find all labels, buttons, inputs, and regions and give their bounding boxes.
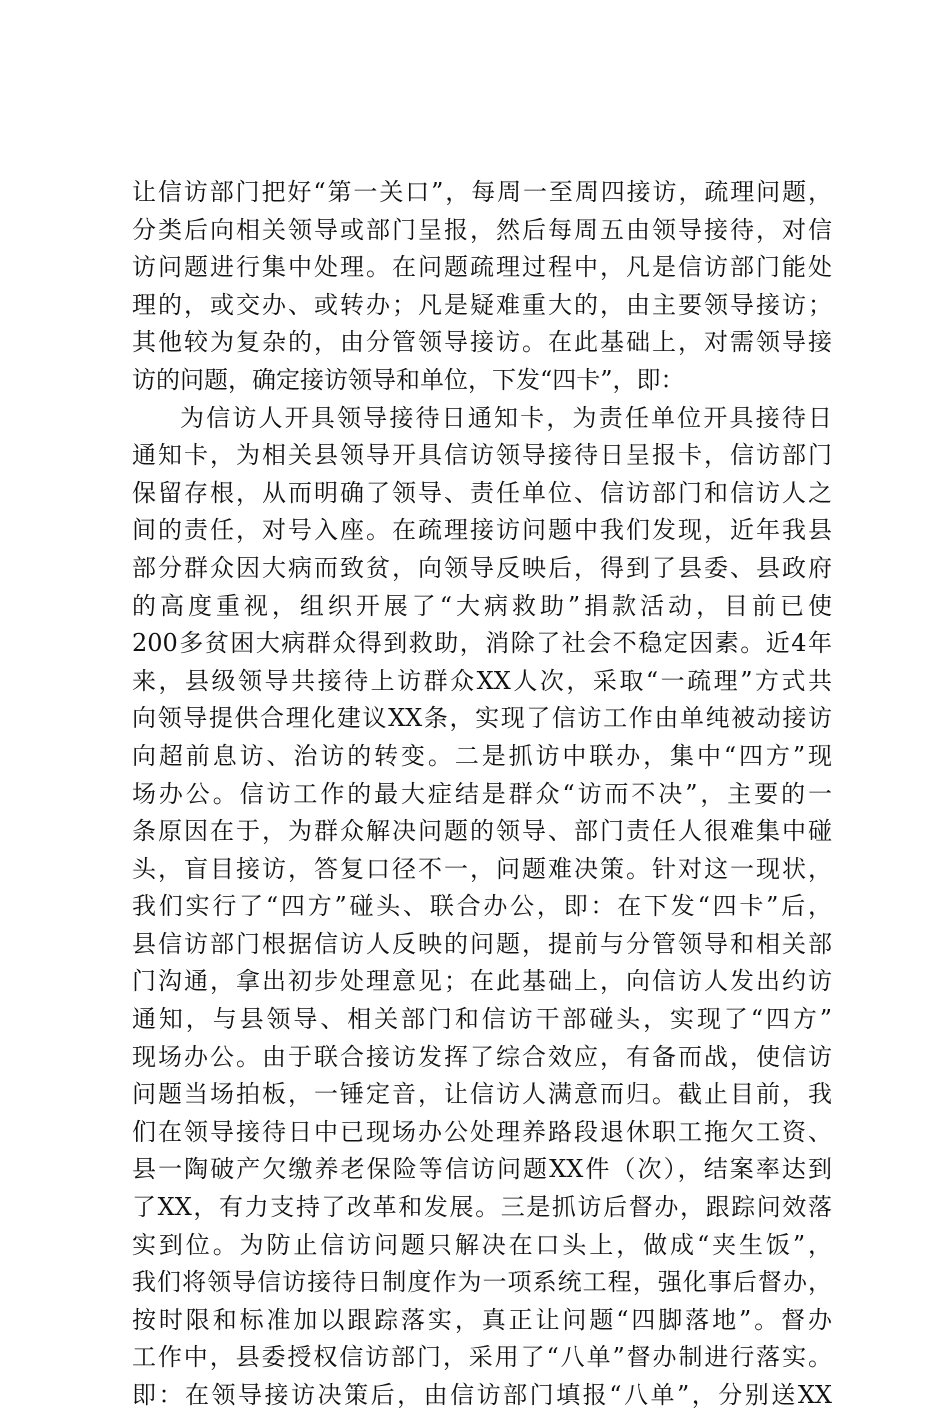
text-line: 我们实行了“四方”碰头、联合办公，即：在下发“四卡”后， <box>132 892 832 921</box>
text-line: 们在领导接待日中已现场办公处理养路段退休职工拖欠工资、 <box>132 1117 832 1146</box>
text-line: 了XX，有力支持了改革和发展。三是抓访后督办，跟踪问效落 <box>132 1193 832 1222</box>
text-line: 向超前息访、治访的转变。二是抓访中联办，集中“四方”现 <box>132 741 832 770</box>
text-line: 200多贫困大病群众得到救助，消除了社会不稳定因素。近4年 <box>132 629 832 658</box>
text-line: 来，县级领导共接待上访群众XX人次，采取“一疏理”方式共 <box>132 666 832 695</box>
text-line: 保留存根，从而明确了领导、责任单位、信访部门和信访人之 <box>132 478 832 507</box>
text-line: 访的问题，确定接访领导和单位，下发“四卡”，即： <box>132 365 685 394</box>
text-line: 县信访部门根据信访人反映的问题，提前与分管领导和相关部 <box>132 929 832 958</box>
text-line: 部分群众因大病而致贫，向领导反映后，得到了县委、县政府 <box>132 553 832 582</box>
text-line: 实到位。为防止信访问题只解决在口头上，做成“夹生饭”， <box>132 1230 832 1259</box>
text-line: 其他较为复杂的，由分管领导接访。在此基础上，对需领导接 <box>132 328 832 357</box>
text-line: 场办公。信访工作的最大症结是群众“访而不决”，主要的一 <box>132 779 832 808</box>
text-line: 间的责任，对号入座。在疏理接访问题中我们发现，近年我县 <box>132 516 832 545</box>
body-text <box>132 174 832 1415</box>
text-line: 我们将领导信访接待日制度作为一项系统工程，强化事后督办， <box>132 1268 832 1297</box>
text-line: 工作中，县委授权信访部门，采用了“八单”督办制进行落实。 <box>132 1343 832 1372</box>
text-line: 让信访部门把好“第一关口”，每周一至周四接访，疏理问题， <box>132 178 832 206</box>
text-line: 按时限和标准加以跟踪落实，真正让问题“四脚落地”。督办 <box>132 1305 832 1334</box>
paragraph-first-line: 为信访人开具领导接待日通知卡，为责任单位开具接待日 <box>180 403 832 432</box>
text-line: 通知卡，为相关县领导开具信访领导接待日呈报卡，信访部门 <box>132 441 832 470</box>
text-line: 通知，与县领导、相关部门和信访干部碰头，实现了“四方” <box>132 1005 832 1034</box>
text-line: 分类后向相关领导或部门呈报，然后每周五由领导接待，对信 <box>132 215 832 244</box>
text-line: 县一陶破产欠缴养老保险等信访问题XX件（次），结案率达到 <box>132 1155 832 1184</box>
text-line: 现场办公。由于联合接访发挥了综合效应，有备而战，使信访 <box>132 1042 832 1071</box>
text-line: 问题当场拍板，一锤定音，让信访人满意而归。截止目前，我 <box>132 1080 832 1109</box>
text-line: 访问题进行集中处理。在问题疏理过程中，凡是信访部门能处 <box>132 253 832 282</box>
text-line: 理的，或交办、或转办；凡是疑难重大的，由主要领导接访； <box>132 290 832 319</box>
text-line: 的高度重视，组织开展了“大病救助”捐款活动，目前已使 <box>132 591 832 620</box>
text-line: 头，盲目接访，答复口径不一，问题难决策。针对这一现状， <box>132 854 832 883</box>
text-line: 即：在领导接访决策后，由信访部门填报“八单”，分别送XX <box>132 1381 832 1409</box>
text-line: 条原因在于，为群众解决问题的领导、部门责任人很难集中碰 <box>132 817 832 846</box>
text-line: 门沟通，拿出初步处理意见；在此基础上，向信访人发出约访 <box>132 967 832 996</box>
text-line: 向领导提供合理化建议XX条，实现了信访工作由单纯被动接访 <box>132 704 832 733</box>
